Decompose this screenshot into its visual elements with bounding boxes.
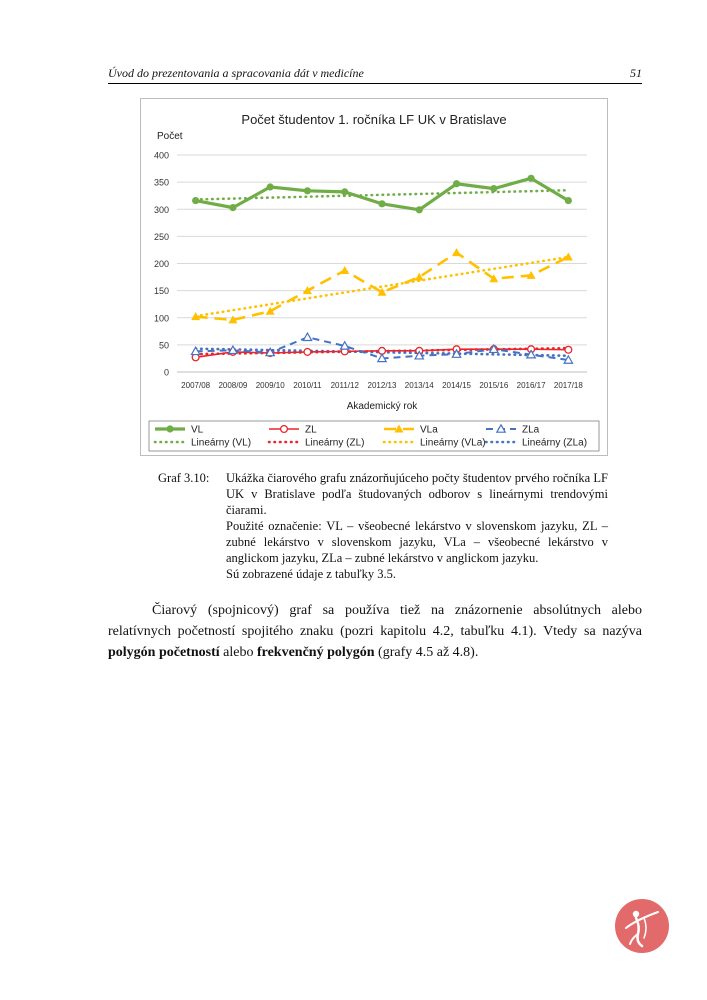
running-title: Úvod do prezentovania a spracovania dát v medicíne (108, 66, 364, 80)
data-point (565, 197, 572, 204)
legend-label: Lineárny (ZL) (305, 437, 365, 449)
x-tick-label: 2016/17 (516, 381, 546, 390)
line-chart (140, 98, 608, 456)
x-tick-label: 2013/14 (404, 381, 434, 390)
legend-label: VLa (420, 424, 438, 436)
x-axis-label: Akademický rok (346, 401, 418, 412)
legend-label: Lineárny (VL) (191, 437, 252, 449)
data-point (166, 425, 173, 432)
data-point (303, 333, 311, 340)
legend-label: ZL (305, 424, 317, 436)
chart-title: Počet študentov 1. ročníka LF UK v Bratislave (241, 112, 507, 127)
data-point (192, 197, 199, 204)
y-axis-label: Počet (157, 131, 183, 142)
legend-label: VL (191, 424, 204, 436)
paragraph-text-2: alebo (219, 645, 257, 660)
paragraph-text-1: Čiarový (spojnicový) graf sa používa tiež na znázornenie absolútnych alebo relatívnych početností spojitého znaku (pozri kapitolu 4.2, tabuľku 4.1). Vtedy sa nazýva (108, 603, 642, 639)
data-point (304, 187, 311, 194)
y-tick-label: 0 (163, 367, 169, 378)
data-point (304, 349, 311, 356)
data-point (453, 180, 460, 187)
y-tick-label: 200 (153, 259, 169, 269)
faculty-logo (614, 898, 670, 954)
trendline (196, 257, 569, 316)
y-tick-label: 350 (153, 177, 169, 188)
x-tick-label: 2011/12 (330, 381, 359, 390)
legend-label: ZLa (522, 424, 540, 436)
legend-label: Lineárny (VLa) (420, 437, 486, 449)
x-tick-label: 2010/11 (293, 381, 322, 390)
data-point (267, 183, 274, 190)
data-point (527, 175, 534, 182)
data-point (229, 204, 236, 211)
y-tick-label: 50 (158, 340, 169, 351)
caption-label: Graf 3.10: (158, 471, 210, 485)
x-tick-label: 2017/18 (553, 381, 583, 390)
data-point (378, 200, 385, 207)
caption-body (226, 470, 608, 582)
caption-description: Ukážka čiarového grafu znázorňujúceho počty študentov prvého ročníka LF UK v Bratislave podľa študovaných odborov s lineárnymi trendovými čiarami. (226, 471, 608, 517)
data-point (281, 426, 288, 433)
caption-abbreviations: Použité označenie: VL – všeobecné lekárstvo v slovenskom jazyku, ZL – zubné lekárstvo v slovenskom jazyku, VLa – všeobecné lekárstvo v anglickom jazyku, ZLa – zubné lekárstvo v anglickom jazyku. (226, 519, 608, 565)
data-point (341, 188, 348, 195)
x-tick-label: 2015/16 (479, 381, 509, 390)
data-point (452, 248, 461, 256)
paragraph-text-3: (grafy 4.5 až 4.8). (374, 645, 479, 660)
y-tick-label: 250 (153, 231, 169, 242)
term-frequency-polygon: frekvenčný polygón (256, 645, 375, 660)
y-tick-label: 300 (153, 204, 169, 215)
data-point (490, 185, 497, 192)
x-tick-label: 2008/09 (218, 381, 248, 390)
y-tick-label: 400 (153, 150, 169, 161)
y-tick-label: 100 (153, 313, 169, 324)
x-tick-label: 2007/08 (181, 381, 211, 390)
body-paragraph (108, 600, 642, 663)
x-tick-label: 2012/13 (367, 381, 397, 390)
x-tick-label: 2009/10 (255, 381, 285, 390)
caption-source: Sú zobrazené údaje z tabuľky 3.5. (226, 567, 396, 581)
legend-label: Lineárny (ZLa) (522, 437, 588, 449)
chart-canvas (141, 99, 607, 455)
data-point (340, 266, 349, 274)
data-point (565, 346, 572, 353)
y-tick-label: 150 (153, 286, 169, 297)
page-header (108, 66, 642, 84)
data-point (416, 206, 423, 213)
x-tick-label: 2014/15 (442, 381, 472, 390)
page-number: 51 (630, 66, 642, 80)
term-frequency-polygon-count: polygón početností (108, 645, 220, 660)
